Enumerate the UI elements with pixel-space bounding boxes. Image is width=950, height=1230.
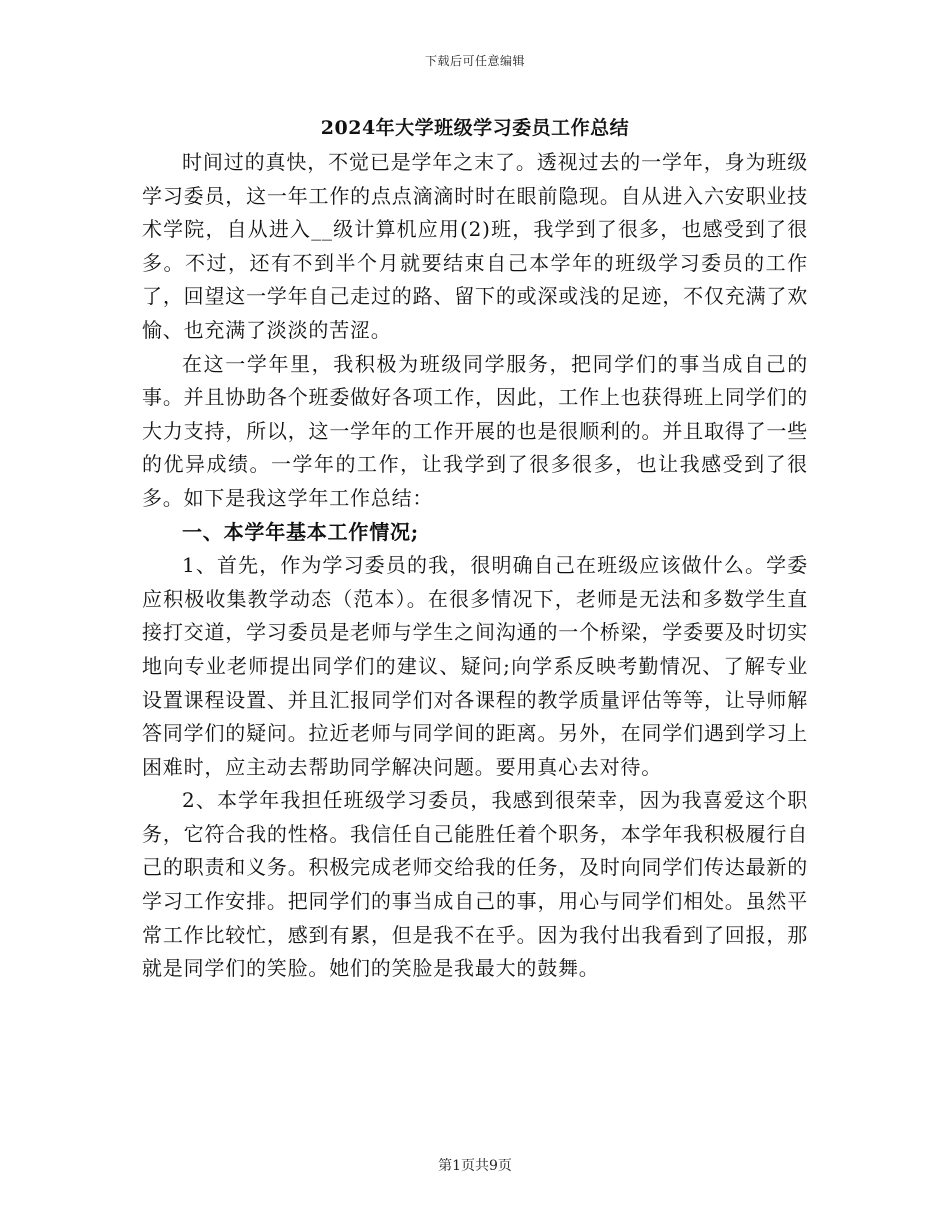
paragraph-item-2: 2、本学年我担任班级学习委员，我感到很荣幸，因为我喜爱这个职务，它符合我的性格。我信任自己能胜任着个职务，本学年我积极履行自己的职责和义务。积极完成老师交给我的任务，及时向同学们传达最新的学习工作安排。把同学们的事当成自己的事，用心与同学们相处。虽然平常工作比较忙，感到有累，但是我不在乎。因为我付出我看到了回报，那就是同学们的笑脸。她们的笑脸是我最大的鼓舞。 (142, 788, 808, 981)
page-number: 第1页共9页 (438, 1158, 512, 1174)
document-title: 2024年大学班级学习委员工作总结 (320, 117, 630, 139)
document-body (142, 146, 808, 986)
paragraph-item-1: 1、首先，作为学习委员的我，很明确自己在班级应该做什么。学委应积极收集教学动态（范本）。在很多情况下，老师是无法和多数学生直接打交道，学习委员是老师与学生之间沟通的一个桥梁，学委要及时切实地向专业老师提出同学们的建议、疑问;向学系反映考勤情况、了解专业设置课程设置、并且汇报同学们对各课程的教学质量评估等等，让导师解答同学们的疑问。拉近老师与同学间的距离。另外，在同学们遇到学习上困难时，应主动去帮助同学解决问题。要用真心去对待。 (142, 553, 808, 779)
section-heading: 一、本学年基本工作情况; (182, 519, 419, 544)
paragraph-service: 在这一学年里，我积极为班级同学服务，把同学们的事当成自己的事。并且协助各个班委做好各项工作，因此，工作上也获得班上同学们的大力支持，所以，这一学年的工作开展的也是很顺利的。并且取得了一些的优异成绩。一学年的工作，让我学到了很多很多，也让我感受到了很多。如下是我这学年工作总结： (142, 351, 808, 510)
header-note: 下载后可任意编辑 (424, 54, 525, 68)
paragraph-intro: 时间过的真快，不觉已是学年之末了。透视过去的一学年，身为班级学习委员，这一年工作的点点滴滴时时在眼前隐现。自从进入六安职业技术学院，自从进入__级计算机应用(2)班，我学到了很多，也感受到了很多。不过，还有不到半个月就要结束自己本学年的班级学习委员的工作了，回望这一学年自己走过的路、留下的或深或浅的足迹，不仅充满了欢愉、也充满了淡淡的苦涩。 (142, 150, 808, 342)
